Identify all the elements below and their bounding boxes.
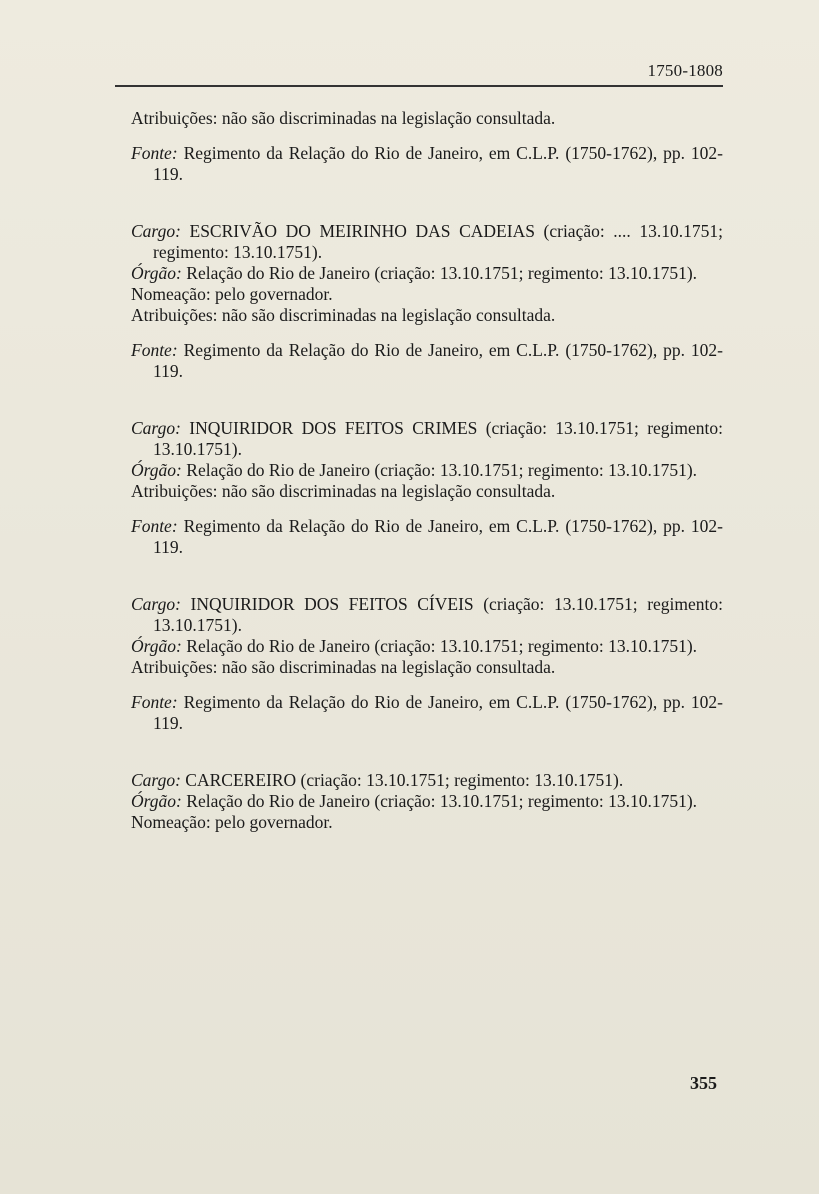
orgao-label: Órgão: <box>131 791 182 811</box>
fonte-text: Regimento da Relação do Rio de Janeiro, em C.L.P. (1750-1762), pp. 102-119. <box>153 692 723 733</box>
atribuicoes-line: Atribuições: não são discriminadas na legislação consultada. <box>131 108 556 128</box>
fonte-entry <box>131 692 723 734</box>
cargo-entry <box>131 418 723 460</box>
cargo-text: INQUIRIDOR DOS FEITOS CRIMES (criação: 13.10.1751; regimento: 13.10.1751). <box>153 418 723 459</box>
cargo-text: INQUIRIDOR DOS FEITOS CÍVEIS (criação: 13.10.1751; regimento: 13.10.1751). <box>153 594 723 635</box>
cargo-entry <box>131 594 723 636</box>
orgao-label: Órgão: <box>131 636 182 656</box>
fonte-entry <box>131 516 723 558</box>
nomeacao-line: Nomeação: pelo governador. <box>131 812 333 832</box>
orgao-entry <box>131 636 723 657</box>
cargo-entry <box>131 221 723 263</box>
atribuicoes-line: Atribuições: não são discriminadas na legislação consultada. <box>131 481 556 501</box>
running-head: 1750-1808 <box>647 61 723 80</box>
fonte-text: Regimento da Relação do Rio de Janeiro, em C.L.P. (1750-1762), pp. 102-119. <box>153 516 723 557</box>
orgao-text: Relação do Rio de Janeiro (criação: 13.10.1751; regimento: 13.10.1751). <box>181 263 698 283</box>
nomeacao-line: Nomeação: pelo governador. <box>131 284 333 304</box>
fonte-label: Fonte: <box>131 516 178 536</box>
orgao-label: Órgão: <box>131 460 182 480</box>
fonte-text: Regimento da Relação do Rio de Janeiro, em C.L.P. (1750-1762), pp. 102-119. <box>153 340 723 381</box>
orgao-text: Relação do Rio de Janeiro (criação: 13.10.1751; regimento: 13.10.1751). <box>181 636 698 656</box>
atribuicoes-line: Atribuições: não são discriminadas na legislação consultada. <box>131 657 556 677</box>
cargo-label: Cargo: <box>131 418 181 438</box>
page-number: 355 <box>690 1073 717 1093</box>
cargo-label: Cargo: <box>131 221 181 241</box>
fonte-label: Fonte: <box>131 692 178 712</box>
orgao-entry <box>131 791 723 812</box>
cargo-label: Cargo: <box>131 770 181 790</box>
fonte-entry <box>131 143 723 185</box>
cargo-label: Cargo: <box>131 594 181 614</box>
cargo-text: ESCRIVÃO DO MEIRINHO DAS CADEIAS (criação: .... 13.10.1751; regimento: 13.10.1751). <box>153 221 723 262</box>
cargo-text: CARCEREIRO (criação: 13.10.1751; regimento: 13.10.1751). <box>180 770 624 790</box>
fonte-label: Fonte: <box>131 340 178 360</box>
fonte-text: Regimento da Relação do Rio de Janeiro, em C.L.P. (1750-1762), pp. 102-119. <box>153 143 723 184</box>
fonte-entry <box>131 340 723 382</box>
orgao-text: Relação do Rio de Janeiro (criação: 13.10.1751; regimento: 13.10.1751). <box>181 791 698 811</box>
fonte-label: Fonte: <box>131 143 178 163</box>
orgao-entry <box>131 263 723 284</box>
orgao-label: Órgão: <box>131 263 182 283</box>
orgao-text: Relação do Rio de Janeiro (criação: 13.10.1751; regimento: 13.10.1751). <box>181 460 698 480</box>
page-content <box>131 108 723 833</box>
orgao-entry <box>131 460 723 481</box>
atribuicoes-line: Atribuições: não são discriminadas na legislação consultada. <box>131 305 556 325</box>
cargo-entry <box>131 770 723 791</box>
page-header <box>115 55 723 87</box>
